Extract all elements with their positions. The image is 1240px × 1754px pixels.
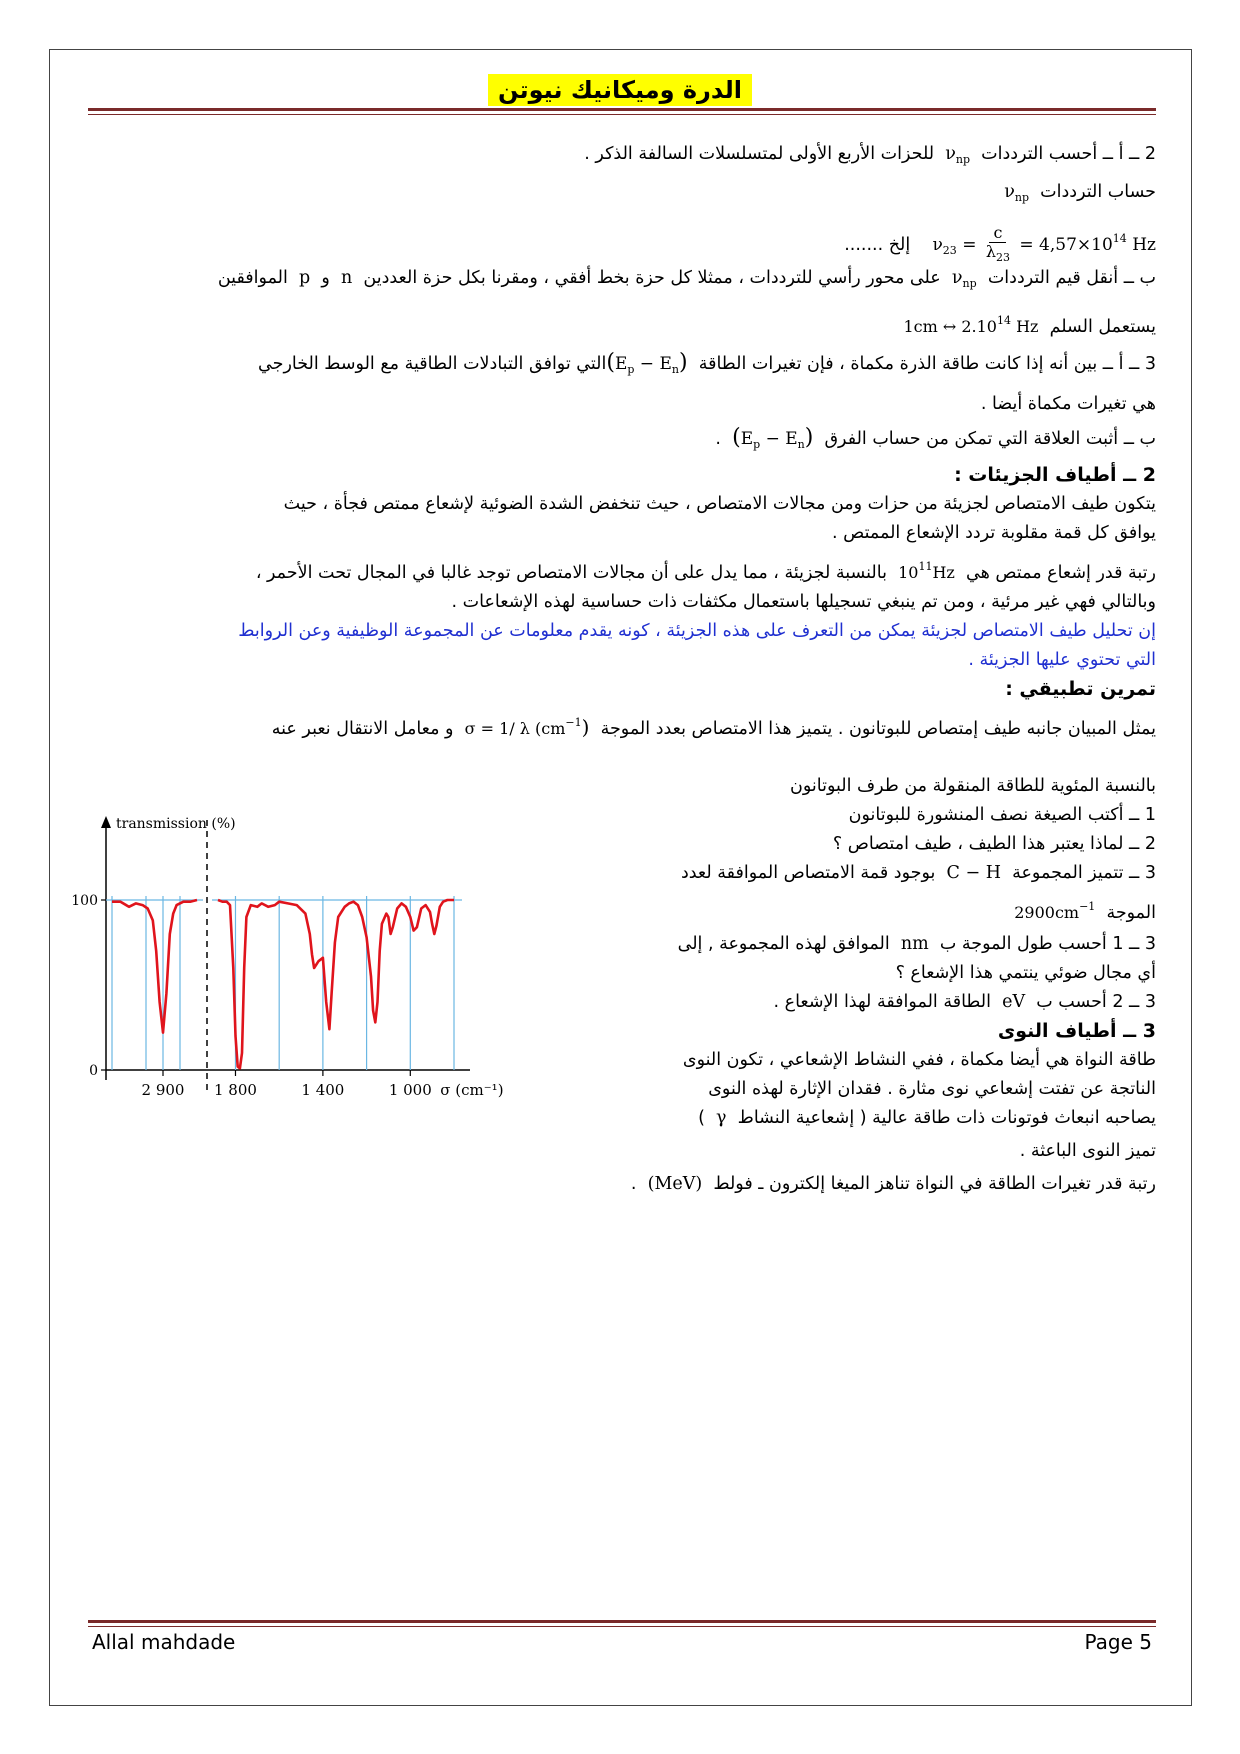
x-tick-label: 1 000: [388, 1081, 432, 1099]
x-axis-label: σ (cm⁻¹): [440, 1081, 504, 1099]
highlight-2: التي تحتوي عليها الجزيئة .: [968, 650, 1156, 670]
exercise-q2: 2 ــ لماذا يعتبر هذا الطيف ، طيف امتصاص ؟: [832, 834, 1156, 854]
question-2a: 2 ــ أ ــ أحسب الترددات $\nu_{np}$ للحزات الأربع الأولى لمتسلسلات السالفة الذكر .: [584, 144, 1156, 166]
x-tick-label: 1 400: [301, 1081, 345, 1099]
page-title: الدرة وميكانيك نيوتن: [488, 74, 752, 106]
freq-formula: $\nu_{23}$ = $\frac{c}{\lambda_{23}}$ = $4,57\times 10^{14}$ Hz إلخ .......: [844, 223, 1156, 264]
section-molecular-spectra: 2 ــ أطياف الجزيئات :: [954, 464, 1156, 486]
nuclear-para-1: طاقة النواة هي أيضا مكماة ، ففي النشاط الإشعاعي ، تكون النوى: [682, 1050, 1156, 1070]
ir-spectrum-chart: [70, 780, 570, 1110]
nuclear-para-5: رتبة قدر تغيرات الطاقة في النواة تناهز الميغا إلكترون ـ فولط (MeV) .: [630, 1174, 1156, 1194]
footer-rule: [88, 1620, 1156, 1627]
y-tick-label-100: 100: [71, 893, 98, 909]
header-rule: [88, 108, 1156, 115]
para-1: يتكون طيف الامتصاص لجزيئة من حزات ومن مجالات الامتصاص ، حيث تنخفض الشدة الضوئية لإشعاع ممتص فجأة ، حيث: [283, 494, 1156, 514]
exercise-q3: 3 ــ تتميز المجموعة C − H بوجود قمة الامتصاص الموافقة لعدد: [680, 863, 1156, 883]
exercise-intro: يمثل المبيان جانبه طيف إمتصاص للبوتانون . يتميز هذا الامتصاص بعدد الموجة σ = 1/ λ $(cm^{-1})$ و معامل الانتقال نعبر عنه: [271, 715, 1156, 739]
scale-line: يستعمل السلم 1cm ↔ 2.10$^{14}$ Hz: [903, 314, 1156, 337]
exercise-q1: 1 ــ أكتب الصيغة نصف المنشورة للبوتانون: [848, 805, 1156, 825]
exercise-questions: [580, 772, 1156, 1199]
exercise-line-1: بالنسبة المئوية للطاقة المنقولة من طرف البوتانون: [789, 776, 1156, 796]
exercise-q3-cont: الموجة $2900cm^{-1}$: [1014, 900, 1156, 923]
exercise-q3-1-cont: أي مجال ضوئي ينتمي هذا الإشعاع ؟: [895, 963, 1156, 983]
highlight-1: إن تحليل طيف الامتصاص لجزيئة يمكن من التعرف على هذه الجزيئة ، كونه يقدم معلومات عن المجموعة الوظيفية وعن الروابط: [238, 621, 1156, 641]
exercise-q3-2: 3 ــ 2 أحسب ب eV الطاقة الموافقة لهذا الإشعاع .: [773, 992, 1156, 1012]
footer-author: Allal mahdade: [92, 1630, 236, 1654]
question-3b: ب ــ أثبت العلاقة التي تمكن من حساب الفرق $(E_p - E_n)$ .: [715, 425, 1156, 451]
question-3a-cont: هي تغيرات مكماة أيضا .: [980, 394, 1156, 414]
y-tick-label-0: 0: [89, 1063, 98, 1079]
main-content: [90, 140, 1156, 744]
para-3: رتبة قدر إشعاع ممتص هي $10^{11}Hz$ بالنسبة لجزيئة ، مما يدل على أن مجالات الامتصاص توجد غالبا في المجال تحت الأحمر ،: [255, 560, 1156, 583]
freq-calc-label: حساب الترددات $\nu_{np}$: [1004, 182, 1156, 204]
nuclear-para-3: يصاحبه انبعاث فوتونات ذات طاقة عالية ( إشعاعية النشاط γ ): [698, 1108, 1156, 1128]
exercise-q3-1: 3 ــ 1 أحسب طول الموجة ب nm الموافق لهذه المجموعة , إلى: [677, 934, 1156, 954]
question-3a: 3 ــ أ ــ بين أنه إذا كانت طاقة الذرة مكماة ، فإن تغيرات الطاقة ($E_p$ − $E_n)التي$ توافق التبادلات الطاقية مع الوسط الخارجي: [258, 350, 1156, 376]
nuclear-para-4: تميز النوى الباعثة .: [1019, 1141, 1156, 1161]
x-tick-label: 1 800: [214, 1081, 257, 1099]
para-2: يوافق كل قمة مقلوبة تردد الإشعاع الممتص .: [832, 523, 1156, 543]
section-exercise: تمرين تطبيقي :: [1005, 678, 1156, 700]
para-4: وبالتالي فهي غير مرئية ، ومن تم ينبغي تسجيلها باستعمال مكثفات ذات حساسية لهذه الإشعاعات .: [451, 592, 1156, 612]
section-nuclear-spectra: 3 ــ أطياف النوى: [997, 1020, 1156, 1042]
y-axis-label: transmission (%): [116, 816, 236, 832]
footer-page-number: Page 5: [1084, 1630, 1152, 1654]
nuclear-para-2: الناتجة عن تفتت إشعاعي نوى مثارة . فقدان الإثارة لهذه النوى: [708, 1079, 1156, 1099]
x-tick-label: 2 900: [141, 1081, 185, 1099]
page-title-wrap: [0, 74, 1240, 106]
question-2b: ب ــ أنقل قيم الترددات $\nu_{np}$ على محور رأسي للترددات ، ممثلا كل حزة بخط أفقي ، ومقرنا بكل حزة العددين n و p الموافقين: [217, 268, 1156, 290]
